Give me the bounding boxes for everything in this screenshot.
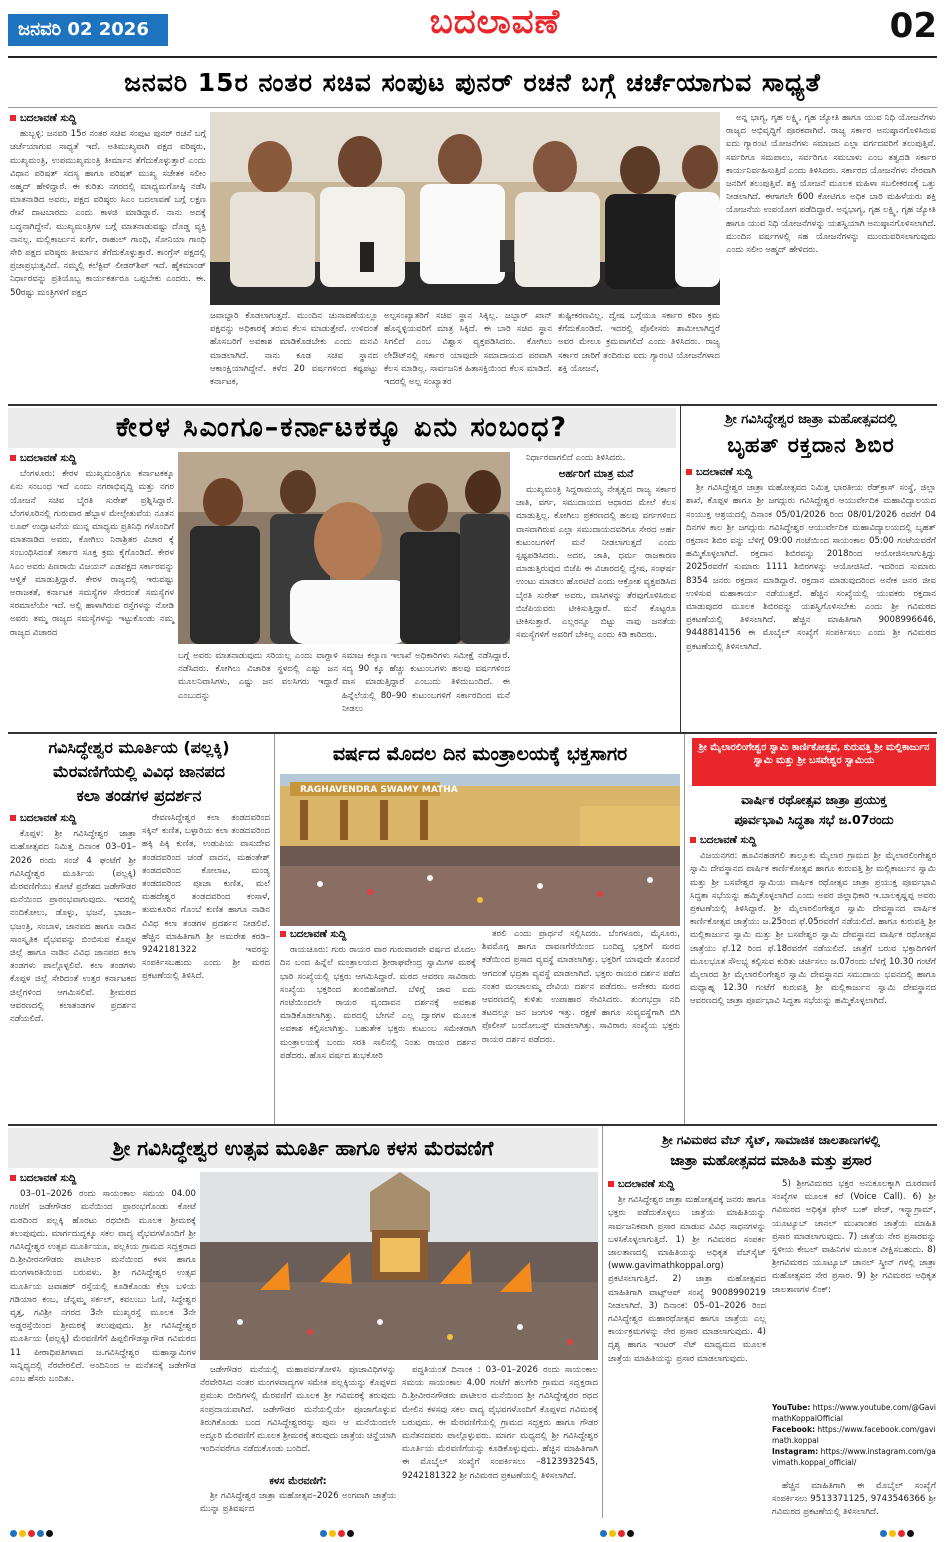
story5-text-1: ರಾಯಚೂರು: ಗುರು ರಾಯರ ವಾರ ಗುರುವಾರವೇ ವರ್ಷದ ಮೊದಲ ದಿನ ಬಂದ ಹಿನ್ನೆಲೆ ಮಂತ್ರಾಲಯದ ಶ್ರೀರಾಘವೇಂದ್ರ ಸ್ವಾಮಿಗಳ ಮಠಕ್ಕೆ ಭಾರಿ ಸಂಖ್ಯೆಯಲ್ಲಿ ಭಕ್ತರು ಆಗಮಿಸಿದ್ದಾರೆ. ಮಠದ ಆವರಣ ಸಾವಿರಾರು ಸಂಖ್ಯೆಯ ಭಕ್ತರಿಂದ ತುಂಬಿಹೋಗಿದೆ. ಬೆಳಿಗ್ಗೆ ಜಾವ ಐದು ಗಂಟೆಯಿಂದಲೇ ರಾಯರ ವೃಂದಾವನ ದರ್ಶನಕ್ಕೆ ಅವಕಾಶ ಮಾಡಿಕೊಡಲಾಗಿತ್ತು. ಮಠದಲ್ಲಿ ಬೇಗನೆ ಎಲ್ಲ ದ್ವಾರಗಳ ಮೂಲಕ ಅವಕಾಶ ಕಲ್ಪಿಸಲಾಗಿತ್ತು. ಬಹುತೇಕ ಭಕ್ತರು ಕುಟುಂಬ ಸಮೇತರಾಗಿ ಮಂತ್ರಾಲಯಕ್ಕೆ ಬಂದು ಸರತಿ ಸಾಲಿನಲ್ಲಿ ನಿಂತು ರಾಯರ ದರ್ಶನ ಪಡೆದರು. ಹೊಸ ವರ್ಷದ ಶುಭಕೋರಿ — [280, 945, 476, 1061]
story8-links — [772, 1402, 936, 1478]
matha-sign: RAGHAVENDRA SWAMY MATHA — [300, 785, 458, 795]
story1-column-2: ಜವಾಬ್ದಾರಿ ಕೊಡಲಾಗುತ್ತದೆ. ಮುಂದಿನ ಚುನಾವಣೆಯಲ್ಲೂ ಪಕ್ಷವನ್ನು ಅಧಿಕಾರಕ್ಕೆ ತರುವ ಕೆಲಸ ಮಾಡುತ್ತೇವೆ. ಉಳಿದಂತೆ ಹೊಸಬರಿಗೆ ಅವಕಾಶ ಮಾಡಿಕೊಡಬೇಕು ಎಂದು ಮನವಿ ಮಾಡಲಾಗಿದೆ. ನಾನು ಕೂಡ ಸಚಿವ ಸ್ಥಾನದ ಆಕಾಂಕ್ಷಿಯಾಗಿದ್ದೇನೆ. ಕಳೆದ 20 ವರ್ಷಗಳಿಂದ ಕಷ್ಟಪಟ್ಟು ಕರ್ನಾಟಕ, — [210, 311, 378, 388]
story3-body — [686, 466, 936, 728]
facebook-link[interactable]: https://www.facebook.com/gavimath.koppal — [772, 1425, 936, 1445]
divider — [274, 734, 275, 1124]
story8-headline-line-1: ಶ್ರೀ ಗವಿಮಠದ ವೆಬ್ ಸೈಟ್, ಸಾಮಾಜಿಕ ಜಾಲತಾಣಗಳಲ್ಲಿ — [662, 1133, 880, 1147]
newspaper-logo: ಬದಲಾವಣೆ — [429, 2, 561, 42]
story1-column-1 — [10, 112, 206, 402]
story1-column-right — [726, 112, 936, 387]
story4-headline-line-2: ಮೆರವಣಿಗೆಯಲ್ಲಿ ವಿವಿಧ ಜಾನಪದ — [53, 762, 225, 781]
story8-headline-line-2: ಜಾತ್ರಾ ಮಹೋತ್ಸವದ ಮಾಹಿತಿ ಮತ್ತು ಪ್ರಸಾರ — [670, 1153, 872, 1169]
story7-column-2 — [200, 1364, 396, 1476]
story2-byline: ಬದಲಾವಣೆ ಸುದ್ದಿ — [10, 452, 174, 465]
masthead — [0, 0, 945, 58]
story1-text-right: ಅನ್ನ ಭಾಗ್ಯ, ಗೃಹ ಲಕ್ಷ್ಮಿ, ಗೃಹ ಜ್ಯೋತಿ ಹಾಗೂ ಯುವ ನಿಧಿ ಯೋಜನೆಗಳು ರಾಜ್ಯದ ಅಭಿವೃದ್ಧಿಗೆ ಪೂರಕವಾಗಿವೆ. ರಾಜ್ಯ ಸರ್ಕಾರ ಅನುಷ್ಠಾನಗೊಳಿಸಿರುವ ಐದು ಗ್ಯಾರಂಟಿ ಯೋಜನೆಗಳು ಸಮಾಜದ ಎಲ್ಲಾ ವರ್ಗದವರಿಗೆ ತಲುಪುತ್ತಿವೆ. ಸರ್ವರಿಗೂ ಸಮಪಾಲು, ಸರ್ವರಿಗೂ ಸಮಬಾಳು ಎಂಬ ತತ್ವದಡಿ ಸರ್ಕಾರ ಕಾರ್ಯನಿರ್ವಹಿಸುತ್ತಿದೆ ಎಂದು ತಿಳಿಸಿದರು. ಸರ್ಕಾರದ ಯೋಜನೆಗಳು ನೇರವಾಗಿ ಜನರಿಗೆ ತಲುಪುತ್ತಿವೆ. ಶಕ್ತಿ ಯೋಜನೆ ಮೂಲಕ ಮಹಿಳಾ ಸಬಲೀಕರಣಕ್ಕೆ ಒತ್ತು ನೀಡಲಾಗಿದೆ. ಈಗಾಗಲೇ 600 ಕೋಟಿಗೂ ಅಧಿಕ ಬಾರಿ ಮಹಿಳೆಯರು ಶಕ್ತಿ ಯೋಜನೆಯ ಉಪಯೋಗ ಪಡೆದಿದ್ದಾರೆ. ಅನ್ನಭಾಗ್ಯ, ಗೃಹ ಲಕ್ಷ್ಮಿ, ಗೃಹ ಜ್ಯೋತಿ ಹಾಗೂ ಯುವ ನಿಧಿ ಯೋಜನೆಗಳನ್ನು ಯಶಸ್ವಿಯಾಗಿ ಅನುಷ್ಠಾನಗೊಳಿಸಲಾಗಿದೆ. ಮುಂದಿನ ವರ್ಷಗಳಲ್ಲಿ ಸಹ ಯೋಜನೆಗಳನ್ನು ಮುಂದುವರಿಸಲಾಗುವುದು ಎಂದು ಸಲೀಂ ಅಹ್ಮದ್ ಹೇಳಿದರು. — [726, 113, 936, 256]
story5-column-2 — [482, 928, 680, 1122]
page-number: 02 — [889, 6, 937, 46]
instagram-link[interactable]: https://www.instagram.com/gavimath.koppal_official/ — [772, 1447, 936, 1467]
story8-byline: ಬದಲಾವಣೆ ಸುದ್ದಿ — [608, 1178, 766, 1191]
instagram-link-row: Instagram: https://www.instagram.com/gavimath.koppal_official/ — [772, 1447, 936, 1467]
story6-headline-line-1: ವಾರ್ಷಿಕ ರಥೋತ್ಸವ ಜಾತ್ರಾ ಪ್ರಯುಕ್ತ — [741, 792, 887, 807]
story7-headline: ಶ್ರೀ ಗವಿಸಿದ್ಧೇಶ್ವರ ಉತ್ಸವ ಮೂರ್ತಿ ಹಾಗೂ ಕಳಸ ಮೆರವಣಿಗೆ — [112, 1136, 494, 1160]
story8-column-1 — [608, 1178, 766, 1518]
story7-column-2b — [200, 1490, 396, 1518]
story6-kicker-box: ಶ್ರೀ ಮೈಲಾರಲಿಂಗೇಶ್ವರ ಸ್ವಾಮಿ ಕಾರ್ಣಿಕೋತ್ಸವ, ಕುರುವತ್ತಿ ಶ್ರೀ ಮಲ್ಲಿಕಾರ್ಜುನ ಸ್ವಾಮಿ ಮತ್ತು ಶ್ರೀ ಬಸವೇಶ್ವರ ಸ್ವಾಮಿಯ — [692, 738, 936, 786]
story4-headline-line-3: ಕಲಾ ತಂಡಗಳ ಪ್ರದರ್ಶನ — [76, 786, 202, 805]
story2-column-3: ಬಗ್ಗೆ ಅವರು ಮಾತನಾಡುವುದು ಸರಿಯಲ್ಲ ಎಂದು ವಾಗ್ದಾಳಿ ನಡೆಸಿದರು. ಕೋಗಿಲು ವಿಚಾರಿತ ಸ್ಥಳದಲ್ಲಿ ಎಷ್ಟು ಜನ ಮೂಲನಿವಾಸಿಗಳು, ಎಷ್ಟು ಜನ ವಲಸಿಗರು ಇದ್ದಾರೆ ಎಂಬುದನ್ನು — [178, 651, 338, 701]
story7-column-1 — [10, 1172, 196, 1516]
divider — [684, 734, 685, 1124]
story2-column-1 — [10, 452, 174, 702]
footer-dots-left — [10, 1522, 55, 1532]
story5-headline: ವರ್ಷದ ಮೊದಲ ದಿನ ಮಂತ್ರಾಲಯಕ್ಕೆ ಭಕ್ತಸಾಗರ — [332, 743, 628, 765]
footer-dots-mid-right — [600, 1522, 636, 1532]
story2-minister-photo — [178, 452, 510, 644]
story4-byline: ಬದಲಾವಣೆ ಸುದ್ದಿ — [10, 812, 136, 825]
issue-date: ಜನವರಿ 02 2026 — [8, 14, 168, 46]
story1-press-meet-photo — [210, 112, 720, 305]
story1-headline: ಜನವರಿ 15ರ ನಂತರ ಸಚಿವ ಸಂಪುಟ ಪುನರ್ ರಚನೆ ಬಗ್ಗೆ ಚರ್ಚೆಯಾಗುವ ಸಾಧ್ಯತೆ — [124, 68, 821, 97]
facebook-link-row: Facebook: https://www.facebook.com/gavimath.koppal — [772, 1425, 936, 1445]
story4-headline-line-1: ಗವಿಸಿದ್ಧೇಶ್ವರ ಮೂರ್ತಿಯ (ಪಲ್ಲಕ್ಕಿ) — [48, 738, 230, 757]
story6-byline: ಬದಲಾವಣೆ ಸುದ್ದಿ — [690, 834, 936, 847]
story1-column-3: ಅಲ್ಪಸಂಖ್ಯಾತರಿಗೆ ಸಚಿವ ಸ್ಥಾನ ಸಿಕ್ಕಿಲ್ಲ. ಜಬ್ಬಾರ್ ಖಾನ್ ಹೊನ್ನಳ್ಳಿಯವರಿಗೆ ಮಾತ್ರ ಸಿಕ್ಕಿದೆ. ಈ ಬಾರಿ ಸಚಿವ ಸ್ಥಾನ ಸಿಗಲಿದೆ ಎಂಬ ವಿಶ್ವಾಸ ವ್ಯಕ್ತಪಡಿಸಿದರು. ಕೋಗಿಲು ಲೇಔಟ್‌ನಲ್ಲಿ ಸರ್ಕಾರ ಯಾವುದೇ ಸಮಾದಾಯದ ಪರವಾಗಿ ಕೆಲಸ ಮಾಡಿಲ್ಲ. ಸಾರ್ವಜನಿಕ ಹಿತಾಸಕ್ತಿಯಿಂದ ಕೆಲಸ ಮಾಡಿದೆ. ಇದರಲ್ಲಿ ಅಲ್ಪ ಸಂಖ್ಯಾತರ — [384, 311, 552, 388]
divider — [8, 1124, 937, 1126]
story7-text-3: ಶ್ರೀ ಗವಿಸಿದ್ಧೇಶ್ವರ ಜಾತ್ರಾ ಮಹೋತ್ಸವ–2026 ಅಂಗವಾಗಿ ಜಾತ್ರೆಯ ಮುನ್ನಾ ಪ್ರತಿವರ್ಷದ — [200, 1491, 396, 1515]
story1-text-1: ಹುಬ್ಬಳ್ಳಿ: ಜನವರಿ 15ರ ನಂತರ ಸಚಿವ ಸಂಪುಟ ಪುನರ್ ರಚನೆ ಬಗ್ಗೆ ಚರ್ಚೆಯಾಗುವ ಸಾಧ್ಯತೆ ಇದೆ. ಅತಿಮುಖ್ಯವಾಗಿ ಪಕ್ಷದ ವರಿಷ್ಠರು, ಮುಖ್ಯಮಂತ್ರಿ, ಉಪಮುಖ್ಯಮಂತ್ರಿ ತೀರ್ಮಾನ ತೆಗೆದುಕೊಳ್ಳುತ್ತಾರೆ ಎಂದು ವಿಧಾನ ಪರಿಷತ್ ಸದಸ್ಯ ಹಾಗೂ ಪರಿಷತ್ ಮುಖ್ಯ ಸಚೇತಕ ಸಲೀಂ ಅಹ್ಮದ್ ಹೇಳಿದ್ದಾರೆ. ಈ ಕುರಿತು ನಗರದಲ್ಲಿ ಮಾಧ್ಯಮಗೋಷ್ಠಿ ನಡೆಸಿ ಮಾತನಾಡಿದ ಅವರು, ಪಕ್ಷದ ವರಿಷ್ಠರು ಸಿಎಂ ಬದಲಾವಣೆ ಬಗ್ಗೆ ಲಕ್ಷಣ ರೇಖೆ ದಾಟಬಾರದು ಎಂದು ಕಾಳಜಿ ಮಾಡಿದ್ದಾರೆ. ನಾನು ಅದಕ್ಕೆ ಬದ್ಧನಾಗಿದ್ದೇನೆ. ಮುಖ್ಯಮಂತ್ರಿಗಳ ಬಗ್ಗೆ ಮಾತನಾಡುವಷ್ಟು ದೊಡ್ಡ ವ್ಯಕ್ತಿ ನಾನಲ್ಲ. ಮಲ್ಲಿಕಾರ್ಜುನ ಖರ್ಗೆ, ರಾಹುಲ್ ಗಾಂಧಿ, ಸೋನಿಯಾ ಗಾಂಧಿ ಸೇರಿ ಪಕ್ಷದ ವರಿಷ್ಠರು ತೀರ್ಮಾನ ತೆಗೆದುಕೊಳ್ಳುತ್ತಾರೆ. ಕಾಂಗ್ರೆಸ್ ಪಕ್ಷದಲ್ಲಿ ಪ್ರಜಾಪ್ರಭುತ್ವವಿದೆ. ನಮ್ಮಲ್ಲಿ ಕಲೆಕ್ಟಿವ್ ಲೀಡರ್‌ಶಿಪ್ ಇದೆ. ಹೈಕಮಾಂಡ್ ನಿರ್ಧಾರವನ್ನು ಪ್ರತಿಯೊಬ್ಬ ಕಾರ್ಯಕರ್ತರೂ ಒಪ್ಪಬೇಕು ಎಂದರು. ಈ. 50ರಷ್ಟು ಮಂತ್ರಿಗಳಿಗೆ ಪಕ್ಷದ — [10, 129, 206, 298]
story3-byline: ಬದಲಾವಣೆ ಸುದ್ದಿ — [686, 466, 936, 479]
divider — [8, 404, 937, 406]
story2-text-2: ನಿರ್ಧಾರವಾಗಲಿದೆ ಎಂದು ತಿಳಿಸಿದರು. — [526, 453, 626, 463]
story8-contact — [772, 1480, 936, 1518]
youtube-link-row: YouTube: https://www.youtube.com/@GavimathKoppalOfficial — [772, 1403, 936, 1423]
story1-byline: ಬದಲಾವಣೆ ಸುದ್ದಿ — [10, 112, 206, 125]
story6-headline-line-2: ಪೂರ್ವಭಾವಿ ಸಿದ್ಧತಾ ಸಭೆ ಜ.07ರಂದು — [734, 812, 894, 827]
story2-column-4: ಸಮಾಜ ಕಲ್ಯಾಣ ಇಲಾಖೆ ಅಧಿಕಾರಿಗಳು ಸಮೀಕ್ಷೆ ನಡೆಸಿದ್ದಾರೆ. ಸದ್ಯ 90 ಕ್ಕೂ ಹೆಚ್ಚು ಕುಟುಂಬಗಳು ಹಲವು ವರ್ಷಗಳಿಂದ ವಾಸ ಮಾಡುತ್ತಿದ್ದಾರೆ ಎಂಬುದು ತಿಳಿದುಬಂದಿದೆ. ಈ ಹಿನ್ನೆಲೆಯಲ್ಲಿ 80–90 ಕುಟುಂಬಗಳಿಗೆ ಸರ್ಕಾರದಿಂದ ಮನೆ ನೀಡಲು — [342, 651, 510, 714]
footer-dots-mid-left — [320, 1522, 356, 1532]
story3-headline-line-2: ಬೃಹತ್ ರಕ್ತದಾನ ಶಿಬಿರ — [727, 433, 895, 457]
story7-chariot-procession-photo — [200, 1172, 598, 1360]
story4-column-2 — [142, 812, 270, 1120]
story5-byline: ಬದಲಾವಣೆ ಸುದ್ದಿ — [280, 928, 476, 941]
story4-text-2: ರೇವಣಸಿದ್ಧೇಶ್ವರ ಕಲಾ ತಂಡದವರಿಂದ ಸಕ್ಕಿನ್ ಕುಣಿತ, ಬಳ್ಳಾರಿಯ ಕಲಾ ತಂಡದವರಿಂದ ಹಕ್ಕಿ ಪಿಕ್ಕಿ ಕುಣಿತ, ಉಡುಪಿಯ ವಾಸುದೇವ ತಂಡದವರಿಂದ ಚಂಡೆ ವಾದನ, ಮಹಂತೇಶ್ ತಂಡದವರಿಂದ ಕೋಲಾಟ, ಮಂಡ್ಯ ತಂಡದವರಿಂದ ಪೂಜಾ ಕುಣಿತ, ಮಲೆ ಮಹದೇಶ್ವರ ತಂಡದವರಿಂದ ಕಂಸಾಳೆ, ತುಮಕೂರಿನ ಗೊಂಬೆ ಕುಣಿತ ಹಾಗೂ ನಾಡಿನ ವಿವಿಧ ಕಲಾ ತಂಡಗಳ ಪ್ರದರ್ಶನ ನೀಡಲಿವೆ. ಹೆಚ್ಚಿನ ಮಾಹಿತಿಗಾಗಿ ಶ್ರೀ ಅಮರೇಶ ಕರಡಿ–9242181322 ಇವರನ್ನು ಸಂಪರ್ಕಿಸಬಹುದು ಎಂದು ಶ್ರೀ ಮಠದ ಪ್ರಕಟಣೆಯಲ್ಲಿ ತಿಳಿಸಿದೆ. — [142, 813, 270, 982]
divider — [602, 1126, 603, 1518]
story2-text-3: ಮುಖ್ಯಮಂತ್ರಿ ಸಿದ್ದರಾಮಯ್ಯ ನೇತೃತ್ವದ ರಾಜ್ಯ ಸರ್ಕಾರ ಜಾತಿ, ವರ್ಗ, ಸಮುದಾಯದ ಆಧಾರದ ಮೇಲೆ ಕೆಲಸ ಮಾಡುತ್ತಿಲ್ಲ. ಕೋಗಿಲು ಪ್ರಕರಣದಲ್ಲಿ ಹಲವು ವರ್ಗಗಳಿಂದ ವಾಸವಾಗಿರುವ ಎಲ್ಲಾ ಸಮುದಾಯದವರಿಗೂ ಸೇರದ ಅರ್ಹ ಕುಟುಂಬಗಳಿಗೆ ಮನೆ ನೀಡಲಾಗುತ್ತದೆ ಎಂದು ಸ್ಪಷ್ಟಪಡಿಸಿದರು. ಅದರ, ಜಾತಿ, ಧರ್ಮ ರಾಜಕಾರಣ ಮಾಡುತ್ತಿರುವುದ ಬಿಜೆಪಿ ಈ ವಿಚಾರದಲ್ಲಿ ದ್ವೇಷ, ಸಂಘರ್ಷ ಉಂಟು ಮಾಡಲು ಹೊರಟಿದೆ ಎಂದು ಆಕ್ರೋಶ ವ್ಯಕ್ತಪಡಿಸಿದ ಬೈರತಿ ಸುರೇಶ್ ಅವರು, ವಾಸಿಗಳನ್ನು ತೆರವುಗೊಳಿಸಿರುವ ಬಿಜೆಪಿಯವರು ಟೀಕಿಸುತ್ತಿದ್ದಾರೆ. ಮನೆ ಕೊಟ್ಟರೂ ಟೀಕಿಸುತ್ತಾರೆ. ಎಲ್ಲರನ್ನೂ ಬಿಟ್ಟು ನಾವು ಜನತೆಯ ಸಮಸ್ಯೆಗಳಿಗೆ ಅವರಿಗೆ ಬೇಕಿಲ್ಲ ಎಂದು ಕಿಡಿ ಕಾರಿದರು. — [516, 485, 676, 641]
story7-column-3 — [402, 1364, 598, 1518]
story5-column-1 — [280, 928, 476, 1122]
story7-byline: ಬದಲಾವಣೆ ಸುದ್ದಿ — [10, 1172, 196, 1185]
story5-mantralaya-crowd-photo — [280, 774, 680, 926]
story2-column-2 — [516, 484, 676, 702]
story8-text-2: 5) ಶ್ರೀಗವಿಮಠದ ಭಕ್ತರ ಅನುಕೂಲಕ್ಕಾಗಿ ದೂರವಾಣಿ ಸಂಖ್ಯೆಗಳ ಮೂಲಕ ಕರೆ (Voice Call). 6) ಶ್ರೀ ಗವಿಮಠದ ಅಧಿಕೃತ ಫೇಸ್ ಬುಕ್ ಪೇಜ್, ಇನ್ಸ್ಟಾಗ್ರಾಮ್, ಯೂಟ್ಯೂಬ್ ಚಾನಲ್ ಮುಖಾಂತರ ಜಾತ್ರೆಯ ಮಾಹಿತಿ ಪ್ರಸಾರ ಮಾಡಲಾಗುವುದು. 7) ಜಾತ್ರೆಯ ನೇರ ಪ್ರಸಾರವನ್ನು ಸ್ಥಳೀಯ ಕೇಬಲ್ ವಾಹಿನಿಗಳ ಮೂಲಕ ವೀಕ್ಷಿಸಬಹುದು. 8) ಶ್ರೀಗವಿಮಠದ ಯೂಟ್ಯೂಬ್ ಚಾನಲ್ ಸ್ಕ್ರೀನ್ ಗಳಲ್ಲಿ ಜಾತ್ರಾ ಮಹೋತ್ಸವದ ನೇರ ಪ್ರಸಾರ. 9) ಶ್ರೀ ಗವಿಮಠದ ಅಧಿಕೃತ ಜಾಲತಾಣಗಳ ಲಿಂಕ್: — [772, 1179, 936, 1295]
story2-text-1: ಬೆಂಗಳೂರು: ಕೇರಳ ಮುಖ್ಯಮಂತ್ರಿಗೂ ಕರ್ನಾಟಕಕ್ಕೂ ಏನು ಸಂಬಂಧ ಇದೆ ಎಂದು ನಗರಾಭಿವೃದ್ಧಿ ಮತ್ತು ನಗರ ಯೋಜನೆ ಸಚಿವ ಬೈರತಿ ಸುರೇಶ್ ಪ್ರಶ್ನಿಸಿದ್ದಾರೆ. ಬೆಂಗಳೂರಿನಲ್ಲಿ ಗುರುವಾರ ಹೆಬ್ಬಾಳ ಮೇಲ್ಸೇತುವೆಯ ನೂತನ ಲೂಪ್ ಉದ್ಘಾಟನೆಯ ಮುನ್ನ ಮಾಧ್ಯಮ ಪ್ರತಿನಿಧಿ ಗಳೊಂದಿಗೆ ಮಾತನಾಡಿದ ಅವರು, ಕೋಗಿಲು ನಿರಾಶ್ರಿತರ ವಿಚಾರ ಕ್ಕೆ ಸಂಬಂಧಿಸಿದಂತೆ ಸರ್ಕಾರ ಸೂಕ್ತ ಕ್ರಮ ಕೈಗೊಂಡಿದೆ. ಕೇರಳ ಸಿಎಂ ಅವರು ಪಿಣರಾಯಿ ವಿಜಯನ್ ಎಡಪಕ್ಷದ ಸರ್ಕಾರವನ್ನು ಆಳ್ವಿಕೆ ಮಾಡುತ್ತಿದ್ದಾರೆ. ಕೇರಳ ರಾಜ್ಯದಲ್ಲಿ ಇರುವಷ್ಟು ಅರಾಜಕತೆ, ಕರ್ನಾಟಕ ಸಮಸ್ಯೆಗಳ ಸೇರದಂತೆ ಸಮಸ್ಯೆಗಳ ಸರಮಾಲೆಯೇ ಇದೆ. ಅಲ್ಲಿ ಹಾಳಾಗಿರುವ ರಸ್ತೆಗಳನ್ನು ನೋಡಿ ಅವರು ತಮ್ಮ ರಾಜ್ಯದ ಸಮಸ್ಯೆಗಳನ್ನು ಇಟ್ಟುಕೊಂಡು ನಮ್ಮ ರಾಜ್ಯದ ವಿಚಾರದ — [10, 469, 174, 638]
story8-contact-text: ಹೆಚ್ಚಿನ ಮಾಹಿತಿಗಾಗಿ ಈ ಮೊಬೈಲ್ ಸಂಖ್ಯೆಗೆ ಸಂಪರ್ಕಿಸಲು 9513371125, 9743546366 ಶ್ರೀ ಗವಿಮಠದ ಪ್ರಕಟಣೆಯಲ್ಲಿ ತಿಳಿಸಲಾಗಿದೆ. — [772, 1481, 936, 1518]
story4-column-1 — [10, 812, 136, 1120]
divider — [680, 406, 681, 732]
story7-text-1: 03–01–2026 ರಂದು ಸಾಯಂಕಾಲ ಸಮಯ 04.00 ಗಂಟೆಗೆ ಜಡೇಗೌಡರ ಮನೆಯಿಂದ ಪ್ರಾರಂಭಗೊಂಡು ಕೋಟೆ ಮಠದಿಂದ ಪಲ್ಲಕ್ಕಿ ಹೊರಟು ರಥಬೀದಿ ಮೂಲಕ ಶ್ರೀಮಠಕ್ಕೆ ತಲುಪುವುದು. ಮಾರ್ಗದುದ್ದಕ್ಕೂ ಸಕಲ ವಾದ್ಯ ವೈಭವಗಳೊಂದಿಗೆ ಶ್ರೀ ಗವಿಸಿದ್ಧೇಶ್ವರ ಉತ್ಸವ ಮೂರ್ತಿಯೂ, ಪಲ್ಲಕಿಯ ಗ್ರಾಮದ ಸದ್ಭಕ್ತರಾದ ದಿ.ಶ್ರೀವೀರನಗೌಡರು ಪಾಟೀಲರ ಮನೆಯಿಂದ ಕಳಸ ಹಾಗೂ ಮಂಗಳಾರತಿಯಿಂದ ಬರುವಳು. ಶ್ರೀ ಗವಿಸಿದ್ಧೇಶ್ವರ ಉತ್ಸವ ಮೂರ್ತಿಯ ಜವಾಹರ್ ರಸ್ತೆಯಲ್ಲಿ ಕೂಡಿಕೊಂಡು ಕೆಲ್ಲಾ ಬಳಿಯ ಗಡಿಯಾರ ಕಂಬ, ಚೆನ್ನಮ್ಮ ಸರ್ಕಲ್, ಕವಲುಬು ಓಣಿ, ಸಿದ್ಧೇಶ್ವರ ವೃತ್ತ, ಗವಿಶ್ರೀ ನಗರದ 3ನೇ ಮುಖ್ಯರಸ್ತೆ ಮೂಲಕ 3ನೇ ಅಡ್ಡರಸ್ತೆಯಿಂದ ಶ್ರೀಮಠಕ್ಕೆ ತಲುಪುವುದು. ಶ್ರೀ ಗವಿಸಿದ್ಧೇಶ್ವರ ಮೂರ್ತಿಯ (ಪಲ್ಲಕ್ಕಿ) ಮೆರವಣಿಗೆಗೆ ಹಿಪ್ಪಲಿಗೌಡಸ್ನಾಗೌಡ ಗವಿಮಠದ 11 ಪೀಠಾಧಿಪತಿಗಳಾದ ಜ.ಗವಿಸಿದ್ಧೇಶ್ವರ ಮಹಾಸ್ವಾಮಿಗಳ ಸಾನ್ನಿಧ್ಯದಲ್ಲಿ ನೆರವೇರಲಿದೆ. ಅಂದಿನಿಂದ ಆ ಮನೆತನಕ್ಕೆ ಜಡೇಗೌಡ ಎಂಬ ಹೆಸರು ಬಂದಿತು. — [10, 1189, 196, 1385]
story2-headline: ಕೇರಳ ಸಿಎಂಗೂ–ಕರ್ನಾಟಕಕ್ಕೂ ಏನು ಸಂಬಂಧ? — [115, 412, 569, 443]
story4-text-1: ಕೊಪ್ಪಳ: ಶ್ರೀ ಗವಿಸಿದ್ಧೇಶ್ವರ ಜಾತ್ರಾ ಮಹೋತ್ಸವದ ನಿಮಿತ್ತ ದಿನಾಂಕ 03–01–2026 ರಂದು ಸಂಜೆ 4 ಘಂಟೆಗೆ ಶ್ರೀ ಗವಿಸಿದ್ಧೇಶ್ವರ ಮೂರ್ತಿಯ (ಪಲ್ಲಕ್ಕಿ) ಮೆರವಣಿಗೆಯು ಕೋಟೆ ಪ್ರದೇಶದ ಜಡೇಗೌಡರ ಮನೆಯಿಂದ ಪ್ರಾರಂಭವಾಗುವುದು. ಇದರಲ್ಲಿ ನಂದಿಕೋಲು, ಡೊಳ್ಳು, ಭಜನೆ, ಭಾಜಾ–ಭಜಂತ್ರಿ, ಸಂಬಾಳ, ಜಾನಪದ ಹಾಗೂ ನಾಡಿನ ಸಾಂಸ್ಕೃತಿಕ ವೈಭವವನ್ನು ಬಿಂಬಿಸುವ ಕೊಪ್ಪಳ ಜಿಲ್ಲೆ ಹಾಗೂ ನಾಡಿನ ವಿವಿಧ ಜಾನಪದ ಕಲಾ ತಂಡಗಳು ಪಾಲ್ಗೊಳ್ಳಲಿವೆ. ಕಲಾ ತಂಡಗಳು ಕೊಪ್ಪಳ ಜಿಲ್ಲೆ ಸೇರಿದಂತೆ ಉತ್ತರ ಕರ್ನಾಟಕದ ಜಿಲ್ಲೆಗಳಿಂದ ಆಗಮಿಸಲಿವೆ. ಶ್ರೀಮಠದ ಆವರಣದಲ್ಲಿ ಕಲಾತಂಡಗಳ ಪ್ರದರ್ಶನ ನಡೆಯಲಿದೆ. — [10, 829, 136, 1025]
story8-column-2 — [772, 1178, 936, 1400]
story7-text-2: ಜಡೇಗೌಡರ ಮನೆಯಲ್ಲಿ ಮಹಾಪರ್ವತೋಳಿಸಿ ಪೂಜಾವಿಧಿಗಳನ್ನು ನೆರವೇರಿಸಿದ ನಂತರ ಮಂಗಳವಾದ್ಯಗಳ ಸಮೇತ ಪಲ್ಲಕ್ಕಿಯನ್ನು ಕೊಪ್ಪಳದ ಪ್ರಮುಖ ಬೀದಿಗಳಲ್ಲಿ ಮೆರವಣಿಗೆ ಮೂಲಕ ಶ್ರೀ ಗವಿಮಠಕ್ಕೆ ತರುವುದು ಸಂಪ್ರದಾಯವಾಗಿದೆ. ಜಡೇಗೌಡರ ಮನೆಯಲ್ಲಿಯೇ ಪೂಜಾಗೊಳ್ಳುವ ತಿರುಗಿಕೊಂಡು ಬಂದ ಗವಿಸಿದ್ಧೇಶ್ವರರನ್ನು ಪುನಃ ಆ ಮನೆಯಿಂದಲೇ ಅದ್ದೂರಿ ಮೆರವಣಿಗೆ ಮೂಲಕ ಶ್ರೀಮಠಕ್ಕೆ ತರುವುದು ಜಾತ್ರೆಯ ಚಿನ್ಹೆಯಾಗಿ ಇಂದಿನವರೆಗೂ ನಡೆದುಕೊಂಡು ಬಂದಿದೆ. — [200, 1365, 396, 1455]
story3-headline-line-1: ಶ್ರೀ ಗವಿಸಿದ್ಧೇಶ್ವರ ಜಾತ್ರಾ ಮಹೋತ್ಸವದಲ್ಲಿ — [725, 412, 897, 427]
divider — [8, 107, 937, 108]
youtube-link[interactable]: https://www.youtube.com/@GavimathKoppalOfficial — [772, 1403, 936, 1423]
story2-subheading: ಅರ್ಹರಿಗೆ ಮಾತ್ರ ಮನೆ — [558, 468, 634, 480]
story6-text: ವಿಜಯನಗರ: ಹೂವಿನಹಡಗಲಿ ತಾಲ್ಲೂಕು ಮೈಲಾರ ಗ್ರಾಮದ ಶ್ರೀ ಮೈಲಾರಲಿಂಗೇಶ್ವರ ಸ್ವಾಮಿ ದೇವಸ್ಥಾನದ ವಾರ್ಷಿಕ ಕಾರ್ಣಿಕೋತ್ಸವ ಹಾಗೂ ಕುರುವತ್ತಿ ಶ್ರೀ ಮಲ್ಲಿಕಾರ್ಜುನ ಸ್ವಾಮಿ ಮತ್ತು ಶ್ರೀ ಬಸವೇಶ್ವರ ಸ್ವಾಮಿಯ ವಾರ್ಷಿಕ ರಥೋತ್ಸವ ಜಾತ್ರಾ ಪ್ರಯುಕ್ತ ಪೂರ್ವಭಾವಿ ಸಿದ್ಧತಾ ಸಭೆಯನ್ನು ಹಮ್ಮಿಕೊಳ್ಳಲಾಗಿದೆ ಎಂದು ಅಪರ ಜಿಲ್ಲಾಧಿಕಾರಿ ಇ.ಬಾಲಕೃಷ್ಣಪ್ಪ ಅವರು ಪ್ರಕಟಣೆಯಲ್ಲಿ ತಿಳಿಸಿದ್ದಾರೆ. ಶ್ರೀ ಮೈಲಾರಲಿಂಗೇಶ್ವರ ಸ್ವಾಮಿ ದೇವಸ್ಥಾನದ ವಾರ್ಷಿಕ ಕಾರ್ಣಿಕೋತ್ಸವ ಜಾತ್ರೆಯು ಜ.25ರಿಂದ ಫೆ.05ರವರೆಗೆ ನಡೆಯಲಿದೆ. ಹಾಗೂ ಕುರುವತ್ತಿ ಶ್ರೀ ಮಲ್ಲಿಕಾರ್ಜುನ ಸ್ವಾಮಿ ಮತ್ತು ಶ್ರೀ ಬಸವೇಶ್ವರ ಸ್ವಾಮಿ ದೇವಸ್ಥಾನದ ವಾರ್ಷಿಕ ರಥೋತ್ಸವ ಜಾತ್ರೆಯು ಫೆ.12 ರಿಂದ ಫೆ.18ರವರೆಗೆ ನಡೆಯಲಿದೆ. ಜಾತ್ರೆಗೆ ಬರುವ ಭಕ್ತಾದಿಗಳಿಗೆ ಮೂಲಭೂತ ಸೌಲಭ್ಯ ಕಲ್ಪಿಸುವ ಕುರಿತು ಚರ್ಚಿಸಲು ಜ.07ರಂದು ಬೆಳಿಗ್ಗೆ 10.30 ಗಂಟೆಗೆ ಮೈಲಾರದ ಶ್ರೀ ಮೈಲಾರಲಿಂಗೇಶ್ವರ ಸ್ವಾಮಿ ದೇವಸ್ಥಾನದ ಸಮುದಾಯ ಭವನದಲ್ಲಿ ಹಾಗೂ ಮಧ್ಯಾಹ್ನ 12.30 ಗಂಟೆಗೆ ಕುರುವತ್ತಿ ಶ್ರೀ ಮಲ್ಲಿಕಾರ್ಜುನ ಸ್ವಾಮಿ ದೇವಸ್ಥಾನದ ಆವರಣದಲ್ಲಿ ಜಾತ್ರಾ ಪೂರ್ವಭಾವಿ ಸಿದ್ಧತಾ ಸಭೆಯನ್ನು ಹಮ್ಮಿಕೊಳ್ಳಲಾಗಿದೆ. — [690, 851, 936, 1007]
story1-column-4: ತುಷ್ಟೀಕರಣವಿಲ್ಲ. ದ್ವೇಷ ಬಗ್ಗೆಯೂ ಸರ್ಕಾರ ಕಠಿಣ ಕ್ರಮ ಕೆಗೆದುಕೊಂಡಿದೆ. ಇದರಲ್ಲಿ ಪೊಲೀಸರು ಶಾಮೀಲಾಗಿದ್ದರೆ ಅವರ ಮೇಲೂ ಕ್ರಮವಾಗಲಿದೆ ಎಂದು ತಿಳಿಸಿದರು. ರಾಜ್ಯ ಸರ್ಕಾರ ಜಾರಿಗೆ ತಂದಿರುವ ಐದು ಗ್ಯಾರಂಟಿ ಯೋಜನೆಗಳಾದ ಶಕ್ತಿ ಯೋಜನೆ, — [558, 311, 720, 374]
masthead-rule — [8, 56, 937, 58]
story8-text-1: ಶ್ರೀ ಗವಿಸಿದ್ಧೇಶ್ವರ ಜಾತ್ರಾ ಮಹೋತ್ಸವಕ್ಕೆ ಜನರು ಹಾಗೂ ಭಕ್ತರು ಪಡೆದುಕೊಳ್ಳಲು ಜಾತ್ರೆಯ ಮಾಹಿತಿಯನ್ನು ಸಾರ್ವಜನಿಕವಾಗಿ ಪ್ರಸಾರ ಮಾಡುವ ವಿವಿಧ ಸಾಧನಗಳನ್ನು ಬಳಸಿಕೊಳ್ಳಲಾಗುತ್ತಿದೆ. 1) ಶ್ರೀ ಗವಿಮಠದ ಸಂಪರ್ಕ ಜಾಲತಾಣದಲ್ಲಿ ಮಾಹಿತಿಯನ್ನು ಅಧಿಕೃತ ವೆಬ್‌ಸೈಟ್ (www.gavimathkoppal.org) ಪ್ರಕಟಿಸಲಾಗುತ್ತಿದೆ. 2) ಜಾತ್ರಾ ಮಹೋತ್ಸವದ ಮಾಹಿತಿಗಾಗಿ ವಾಟ್ಸ್ಆಪ್ ಸಂಖ್ಯೆ 9008990219 ನೀಡಲಾಗಿದೆ. 3) ದಿನಾಂಕ: 05–01–2026 ರಿಂದ ಗವಿಸಿದ್ಧೇಶ್ವರ ಮಹಾರಥೋತ್ಸವ ಹಾಗೂ ಜಾತ್ರೆಯ ಎಲ್ಲ ಕಾರ್ಯಕ್ರಮಗಳನ್ನು ನೇರ ಪ್ರಸಾರ ಮಾಡಲಾಗುವುದು. 4) ದೃಶ್ಯ ಹಾಗೂ ಇಂಟರ್ ನೆಟ್ ಮಾಧ್ಯಮದ ಮೂಲಕ ಜಾತ್ರೆಯ ಮಾಹಿತಿಯನ್ನು ಪ್ರಸಾರ ಮಾಡಲಾಗುವುದು. — [608, 1195, 766, 1364]
story7-text-4: ಪದ್ಧತಿಯಂತೆ ದಿನಾಂಕ : 03–01–2026 ರಂದು ಸಾಯಂಕಾಲ ಸಮಯ ಸಾಯಂಕಾಲ 4.00 ಗಂಟೆಗೆ ಹಲಗೇರಿ ಗ್ರಾಮದ ಸದ್ಭಕ್ತರಾದ ದಿ.ಶ್ರೀವೀರನಗೌಡರು ಪಾಟೀಲರ ಮನೆಯಿಂದ ಶ್ರೀ ಗವಿಸಿದ್ಧೇಶ್ವರರ ರಥದ ಮೇಲಿನ ಕಳಸವು ಸಕಲ ವಾದ್ಯ ವೈಭವಗಳೊಂದಿಗೆ ಕೊಪ್ಪಳದ ಗವಿಮಠಕ್ಕೆ ಬರುವುದು. ಈ ಮೆರವಣಿಗೆಯಲ್ಲಿ ಗ್ರಾಮದ ಸದ್ಭಕ್ತರು ಹಾಗೂ ಗೌಡರ ಮನೆತನದವರು ಪಾಲ್ಗೊಳ್ಳುವರು. ಮಾರ್ಗ ಮಧ್ಯದಲ್ಲಿ ಶ್ರೀ ಗವಿಸಿದ್ಧೇಶ್ವರ ಮೂರ್ತಿಯ ಮೆರವಣಿಗೆಯನ್ನು ಕೂಡಿಕೊಳ್ಳುವುದು. ಹೆಚ್ಚಿನ ಮಾಹಿತಿಗಾಗಿ ಈ ಮೊಬೈಲ್ ಸಂಖ್ಯೆಗೆ ಸಂಪರ್ಕಿಸಲು –8123932545, 9242181322 ಶ್ರೀ ಗವಿಮಠದ ಪ್ರಕಟಣೆಯಲ್ಲಿ ತಿಳಿಸಲಾಗಿದೆ. — [402, 1365, 598, 1481]
story7-subheading: ಕಳಸ ಮೆರವಣಿಗೆ: — [269, 1476, 327, 1487]
divider — [8, 732, 937, 734]
story3-text: ಶ್ರೀ ಗವಿಸಿದ್ಧೇಶ್ವರ ಜಾತ್ರಾ ಮಹೋತ್ಸವದ ನಿಮಿತ್ತ ಭಾರತೀಯ ರೆಡ್‌ಕ್ರಾಸ್ ಸಂಸ್ಥೆ, ಜಿಲ್ಲಾ ಶಾಖೆ, ಕೊಪ್ಪಳ ಹಾಗೂ ಶ್ರೀ ಜಗದ್ಗುರು ಗವಿಸಿದ್ಧೇಶ್ವರ ಆಯುರ್ವೇದಿಕ ಮಹಾವಿದ್ಯಾಲಯದ ಸಂಯುಕ್ತ ಆಶ್ರಯದಲ್ಲಿ ದಿನಾಂಕ 05/01/2026 ರಿಂದ 08/01/2026 ರವರೆಗೆ 04 ದಿನಗಳ ಕಾಲ ಶ್ರೀ ಜಗದ್ಗುರು ಗವಿಸಿದ್ಧೇಶ್ವರ ಆಯುರ್ವೇದಿಕ ಮಹಾವಿದ್ಯಾಲಯದಲ್ಲಿ ಬೃಹತ್ ರಕ್ತದಾನ ಶಿಬಿರ ವನ್ನು ಬೆಳಿಗ್ಗೆ 09:00 ಗಂಟೆಯಿಂದ ಸಾಯಂಕಾಲ 05:00 ಗಂಟೆಯವರೆಗೆ ಹಮ್ಮಿಕೊಳ್ಳಲಾಗಿದೆ. ರಕ್ತದಾನ ಶಿಬಿರವನ್ನು 2018ರಿಂದ ಆಯೋಜಿಸಲಾಗುತ್ತಿದ್ದು 2025ರವರೆಗೆ ಸುಮಾರು 1111 ಶಿಬಿರಗಳನ್ನು ಆಯೋಜಿಸಿದೆ. ಇದರಿಂದ ಸುಮಾರು 8354 ಜನರು ರಕ್ತದಾನ ಮಾಡಿದ್ದಾರೆ. ರಕ್ತದಾನ ಮಾಡುವುದರಿಂದ ಅನೇಕ ಜನರ ಜೀವ ಉಳಿಸುವ ಮಹಾಕಾರ್ಯ ನಡೆಯುತ್ತದೆ. ಹೆಚ್ಚಿನ ಸಂಖ್ಯೆಯಲ್ಲಿ ಯುವಕರು ರಕ್ತದಾನ ಮಾಡುವುದರ ಮೂಲಕ ಶಿಬಿರವನ್ನು ಯಶಸ್ವಿಗೊಳಿಸಬೇಕು ಎಂದು ಶ್ರೀ ಗವಿಮಠದ ಪ್ರಕಟಣೆಯಲ್ಲಿ ತಿಳಿಸಲಾಗಿದೆ. ಹೆಚ್ಚಿನ ಮಾಹಿತಿಗಾಗಿ 9008996646, 9448814156 ಈ ಮೊಬೈಲ್ ಸಂಖ್ಯೆಗೆ ಸಂಪರ್ಕಿಸಲು ಎಂದು ಶ್ರೀ ಗವಿಮಠದ ಪ್ರಕಟಣೆಯಲ್ಲಿ ತಿಳಿಸಲಾಗಿದೆ. — [686, 483, 936, 652]
footer-dots-right — [880, 1522, 916, 1532]
story5-text-2: ತರಲಿ ಎಂದು ಪ್ರಾರ್ಥನೆ ಸಲ್ಲಿಸಿದರು. ಬೆಂಗಳೂರು, ಮೈಸೂರು, ಶಿವಮೊಗ್ಗ ಹಾಗೂ ದಾವಣಗೆರೆಯಿಂದ ಬಂದಿದ್ದ ಭಕ್ತರಿಗೆ ಮಠದ ಕಡೆಯಿಂದ ಪ್ರಸಾದ ವ್ಯವಸ್ಥೆ ಮಾಡಲಾಗಿತ್ತು. ಭಕ್ತರಿಗೆ ಯಾವುದೇ ತೊಂದರೆ ಆಗದಂತೆ ಭದ್ರತಾ ವ್ಯವಸ್ಥೆ ಮಾಡಲಾಗಿದೆ. ಭಕ್ತರು ರಾಯರ ದರ್ಶನ ಪಡೆದ ನಂತರ ಮಂಚಾಲಮ್ಮ ದೇವಿಯ ದರ್ಶನ ಪಡೆದರು. ಅನೇಕರು ಮಠದ ಆವರಣದಲ್ಲಿ ಕುಳಿತು ಉಪಾಹಾರ ಸೇವಿಸಿದರು. ತುಂಗಭದ್ರಾ ನದಿ ತಟದಲ್ಲೂ ಜನ ಜಂಗುಳಿ ಇತ್ತು. ರಕ್ಷಣೆ ಹಾಗೂ ಸುವ್ಯವಸ್ಥೆಗಾಗಿ ಬಿಗಿ ಪೊಲೀಸ್ ಬಂದೋಬಸ್ತ್ ಮಾಡಲಾಗಿತ್ತು. ಸಾವಿರಾರು ಸಂಖ್ಯೆಯ ಭಕ್ತರು ರಾಯರ ದರ್ಶನ ಪಡೆದರು. — [482, 929, 680, 1045]
story6-body — [690, 834, 936, 1122]
